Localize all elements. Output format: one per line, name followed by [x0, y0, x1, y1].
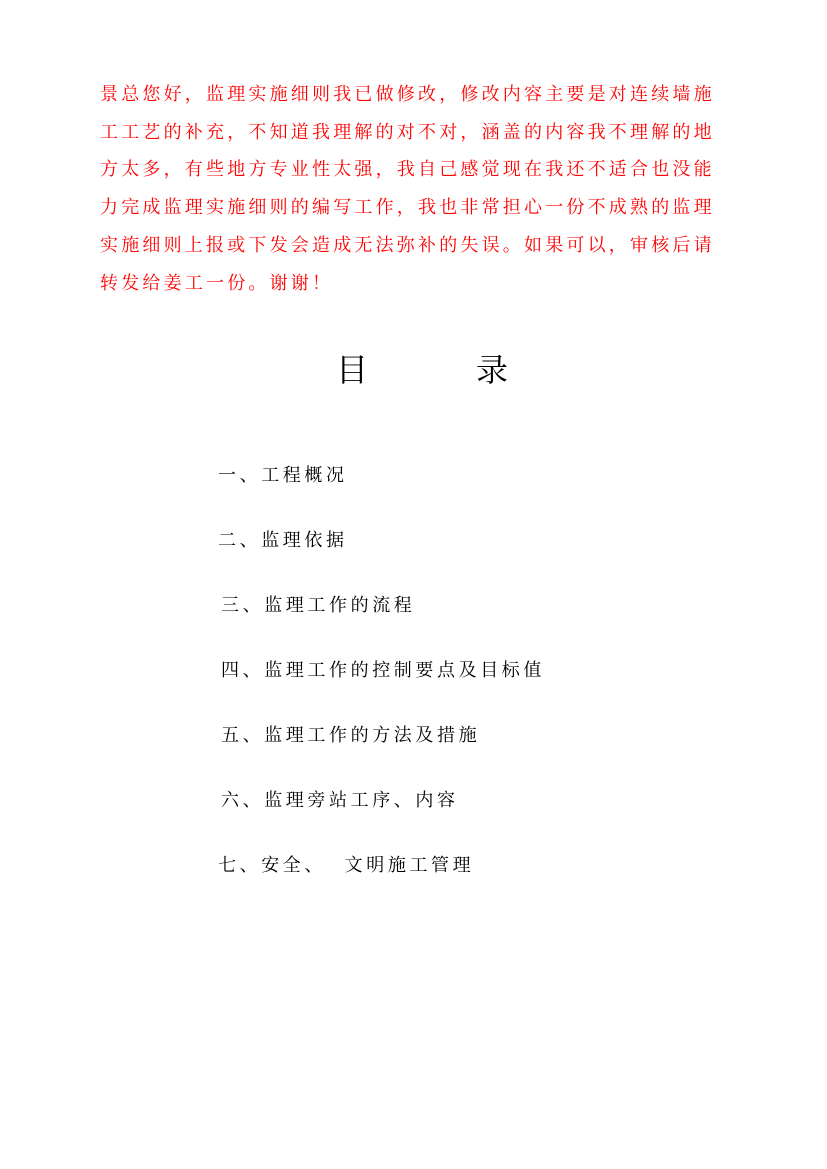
note-line: 方太多，有些地方专业性太强，我自己感觉现在我还不适合也没能 [100, 159, 715, 181]
toc-item-supervision-basis: 二、监理依据 [218, 530, 348, 551]
note-line: 实施细则上报或下发会造成无法弥补的失误。如果可以，审核后请 [100, 234, 715, 256]
note-line: 景总您好，监理实施细则我已做修改，修改内容主要是对连续墙施 [100, 84, 715, 105]
toc-item-side-station: 六、监理旁站工序、内容 [221, 790, 459, 811]
red-review-note [100, 76, 750, 302]
toc-title-char: 目 [336, 351, 369, 389]
note-line: 转发给姜工一份。谢谢！ [100, 272, 334, 294]
toc-item-control-points: 四、监理工作的控制要点及目标值 [221, 660, 545, 681]
toc-item-workflow: 三、监理工作的流程 [221, 595, 416, 616]
toc-title [0, 345, 827, 389]
toc-item-safety-civilized: 七、安全、 文明施工管理 [218, 855, 475, 876]
note-line: 力完成监理实施细则的编写工作，我也非常担心一份不成熟的监理 [100, 197, 715, 219]
toc-title-char: 录 [476, 351, 509, 389]
toc-item-project-overview: 一、工程概况 [218, 465, 348, 486]
note-line: 工工艺的补充，不知道我理解的对不对，涵盖的内容我不理解的地 [100, 121, 715, 143]
toc-item-methods-measures: 五、监理工作的方法及措施 [221, 725, 481, 746]
